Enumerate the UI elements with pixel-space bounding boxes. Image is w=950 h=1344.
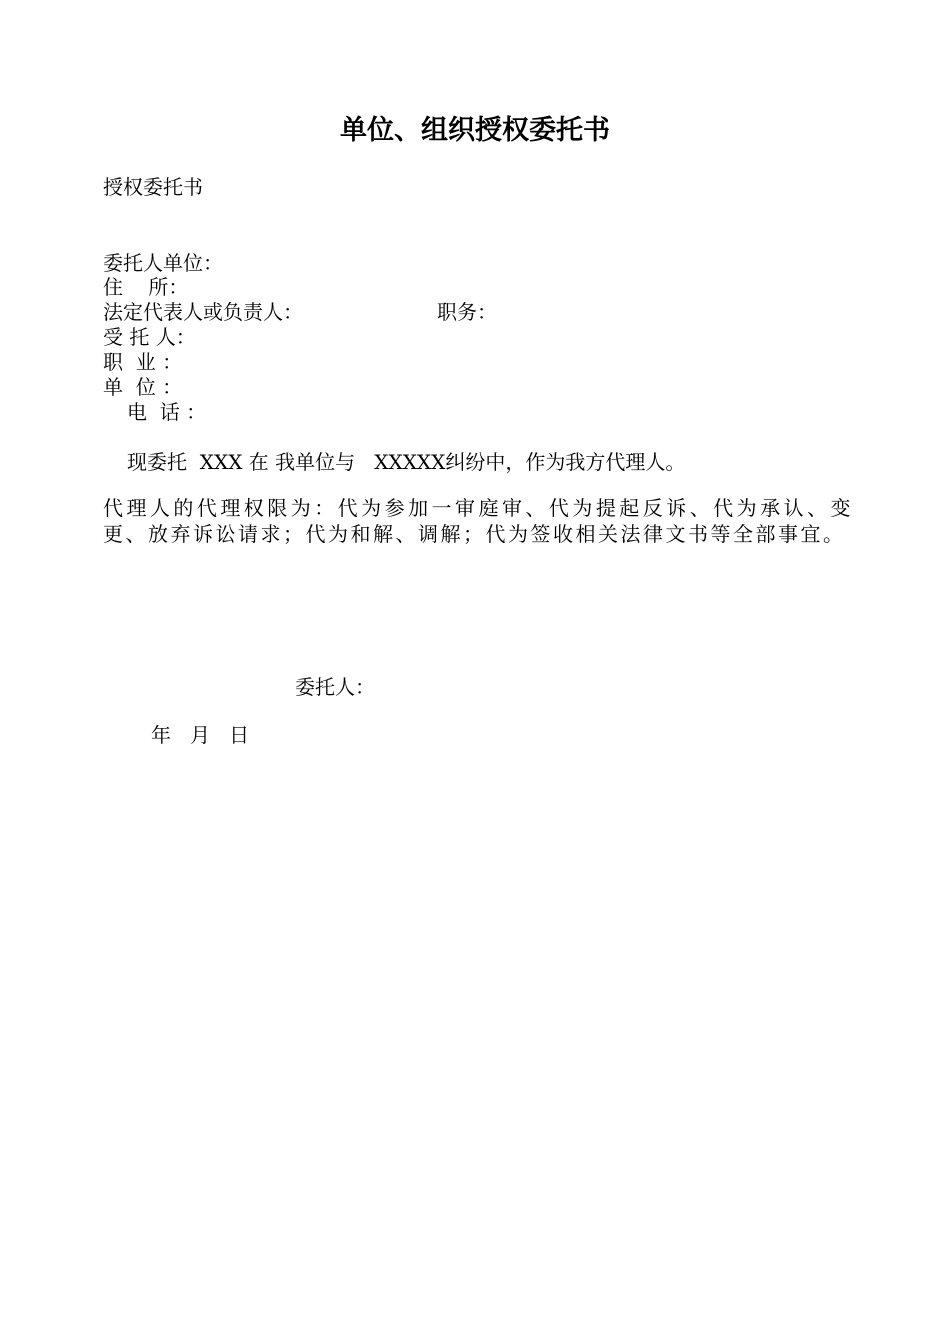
authority-paragraph: 代理人的代理权限为：代为参加一审庭审、代为提起反诉、代为承认、变更、放弃诉讼请求；代为和解、调解；代为签收相关法律文书等全部事宜。 bbox=[103, 496, 853, 546]
signature-label: 委托人： bbox=[295, 675, 375, 699]
legal-representative-label: 法定代表人或负责人： bbox=[103, 300, 303, 324]
position-label: 职务： bbox=[437, 300, 497, 324]
phone-label: 电 话 ： bbox=[127, 400, 207, 424]
occupation-label: 职 业 ： bbox=[103, 350, 183, 374]
address-label: 住 所： bbox=[103, 275, 189, 299]
principal-unit-label: 委托人单位： bbox=[103, 251, 223, 275]
entrust-sentence: 现委托 XXX 在 我单位与 XXXXX纠纷中，作为我方代理人。 bbox=[127, 450, 686, 474]
unit-label: 单 位 ： bbox=[103, 375, 183, 399]
agent-label: 受 托 人： bbox=[103, 325, 196, 349]
subtitle: 授权委托书 bbox=[103, 175, 203, 199]
document-title: 单位、组织授权委托书 bbox=[340, 115, 610, 145]
date-line: 年 月 日 bbox=[151, 723, 250, 747]
